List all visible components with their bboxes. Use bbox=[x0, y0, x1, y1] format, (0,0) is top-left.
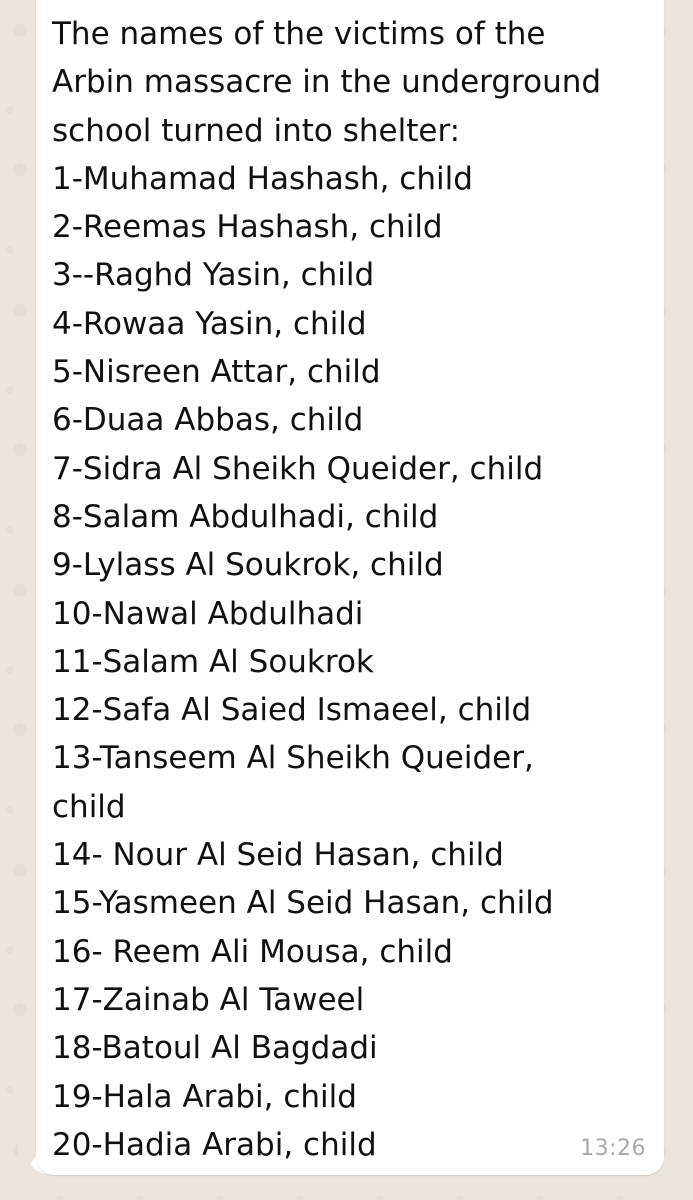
message-line: 13-Tanseem Al Sheikh Queider, bbox=[52, 740, 534, 777]
message-line: 9-Lylass Al Soukrok, child bbox=[52, 547, 444, 584]
message-line: 4-Rowaa Yasin, child bbox=[52, 305, 367, 342]
message-line: 12-Safa Al Saied Ismaeel, child bbox=[52, 692, 532, 729]
message-line: 8-Salam Abdulhadi, child bbox=[52, 498, 439, 535]
message-line: 11-Salam Al Soukrok bbox=[52, 643, 374, 680]
message-line: school turned into shelter: bbox=[52, 112, 461, 149]
message-line: 14- Nour Al Seid Hasan, child bbox=[52, 837, 504, 874]
message-line: The names of the victims of the bbox=[52, 16, 546, 52]
message-line: Arbin massacre in the underground bbox=[52, 64, 602, 101]
message-line: 5-Nisreen Attar, child bbox=[52, 354, 381, 391]
message-line: 10-Nawal Abdulhadi bbox=[52, 595, 364, 632]
message-bubble[interactable] bbox=[36, 0, 664, 1175]
message-line: 17-Zainab Al Taweel bbox=[52, 981, 365, 1018]
message-line: 18-Batoul Al Bagdadi bbox=[52, 1030, 378, 1067]
message-text bbox=[52, 10, 644, 1169]
message-line: child bbox=[52, 788, 126, 825]
message-line: 16- Reem Ali Mousa, child bbox=[52, 933, 453, 970]
message-line: 19-Hala Arabi, child bbox=[52, 1078, 357, 1115]
message-line: 6-Duaa Abbas, child bbox=[52, 402, 364, 439]
message-line: 1-Muhamad Hashash, child bbox=[52, 160, 473, 197]
message-line: 7-Sidra Al Sheikh Queider, child bbox=[52, 450, 544, 487]
message-line: 20-Hadia Arabi, child bbox=[52, 1126, 377, 1163]
message-line: 15-Yasmeen Al Seid Hasan, child bbox=[52, 885, 554, 922]
message-line: 2-Reemas Hashash, child bbox=[52, 209, 443, 246]
message-timestamp: 13:26 bbox=[580, 1136, 646, 1161]
message-line: 3--Raghd Yasin, child bbox=[52, 257, 375, 294]
